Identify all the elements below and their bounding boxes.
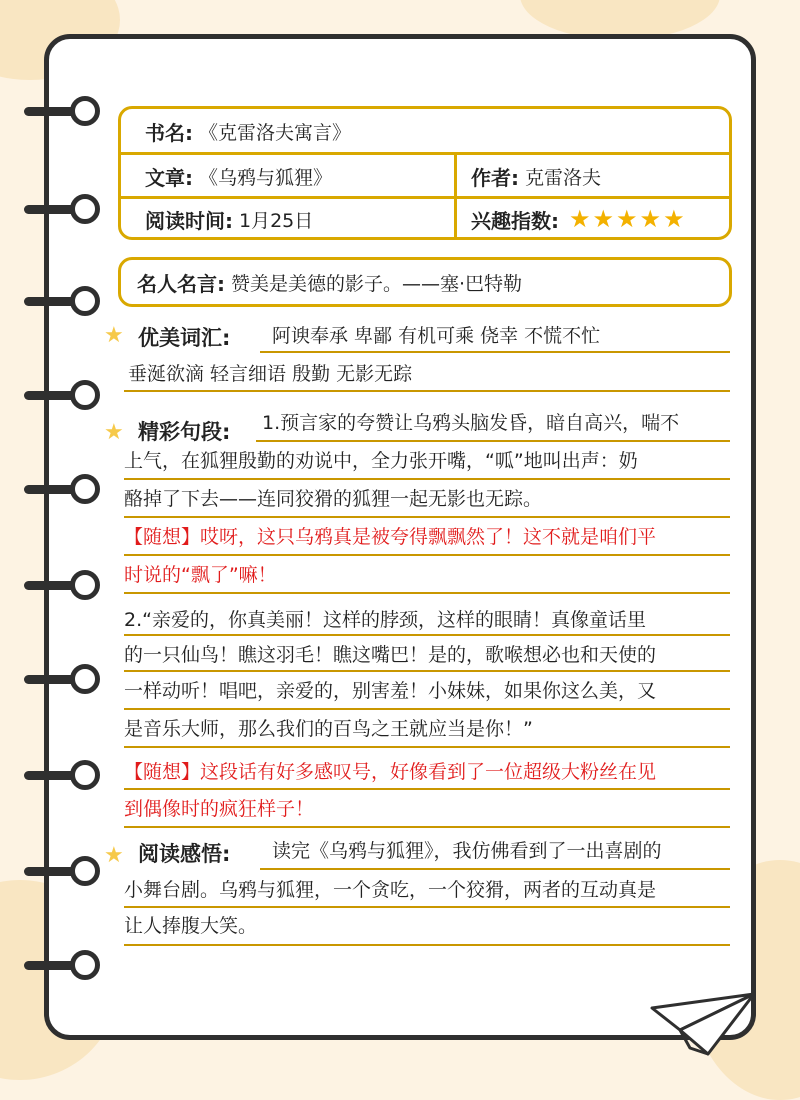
underline — [124, 826, 730, 828]
spiral-ring — [16, 566, 106, 606]
note-line: 【随想】这段话有好多感叹号，好像看到了一位超级大粉丝在见 — [124, 761, 657, 783]
paper-plane-icon — [650, 990, 760, 1060]
underline — [124, 390, 730, 392]
passage-line: 一样动听！唱吧，亲爱的，别害羞！小妹妹，如果你这么美，又 — [124, 680, 657, 702]
reflection-title: 阅读感悟: — [138, 842, 231, 866]
spiral-ring — [16, 756, 106, 796]
underline — [124, 746, 730, 748]
spiral-ring — [16, 190, 106, 230]
underline — [124, 670, 730, 672]
spiral-ring — [16, 852, 106, 892]
spiral-ring — [16, 282, 106, 322]
spiral-ring — [16, 92, 106, 132]
star-sticker-icon: ★ — [104, 323, 124, 348]
note-line: 【随想】哎呀，这只乌鸦真是被夸得飘飘然了！这不就是咱们平 — [124, 526, 657, 548]
underline — [124, 592, 730, 594]
spiral-ring — [16, 470, 106, 510]
spiral-ring — [16, 946, 106, 986]
passage-line: 1.预言家的夸赞让乌鸦头脑发昏，暗自高兴，喘不 — [262, 412, 680, 434]
reflection-line: 让人捧腹大笑。 — [124, 915, 258, 937]
underline — [260, 351, 730, 353]
underline — [124, 516, 730, 518]
interest-label: 兴趣指数: — [471, 208, 559, 233]
reflection-line: 小舞台剧。乌鸦与狐狸，一个贪吃，一个狡猾，两者的互动真是 — [124, 879, 657, 901]
note-line: 到偶像时的疯狂样子！ — [124, 798, 315, 820]
reading-time-label: 阅读时间: — [145, 208, 233, 233]
quote-text: 赞美是美德的影子。——塞·巴特勒 — [231, 272, 523, 295]
passage-line: 上气，在狐狸殷勤的劝说中，全力张开嘴，“呱”地叫出声：奶 — [124, 450, 638, 472]
underline — [124, 554, 730, 556]
underline — [124, 708, 730, 710]
reflection-line: 读完《乌鸦与狐狸》，我仿佛看到了一出喜剧的 — [272, 840, 662, 862]
book-title: 《克雷洛夫寓言》 — [199, 121, 352, 144]
spiral-ring — [16, 660, 106, 700]
underline — [124, 478, 730, 480]
star-sticker-icon: ★ — [104, 843, 124, 868]
passage-line: 2.“亲爱的，你真美丽！这样的脖颈，这样的眼睛！真像童话里 — [124, 609, 646, 631]
author-name: 克雷洛夫 — [525, 166, 602, 189]
article-title: 《乌鸦与狐狸》 — [199, 166, 333, 189]
vocab-line: 垂涎欲滴 轻言细语 殷勤 无影无踪 — [128, 363, 413, 385]
author-label: 作者: — [471, 165, 519, 190]
book-info-table — [118, 106, 732, 240]
underline — [260, 868, 730, 870]
interest-stars: ★★★★★ — [569, 205, 687, 233]
famous-quote-box — [118, 257, 732, 307]
passage-line: 是音乐大师，那么我们的百鸟之王就应当是你！” — [124, 718, 533, 740]
underline — [256, 440, 730, 442]
reading-time-value: 1月25日 — [239, 209, 314, 232]
passage-line: 酪掉了下去——连同狡猾的狐狸一起无影也无踪。 — [124, 488, 543, 510]
note-line: 时说的“飘了”嘛！ — [124, 564, 277, 586]
passage-line: 的一只仙鸟！瞧这羽毛！瞧这嘴巴！是的，歌喉想必也和天使的 — [124, 644, 657, 666]
underline — [124, 634, 730, 636]
book-label: 书名: — [145, 120, 193, 145]
underline — [124, 788, 730, 790]
star-sticker-icon: ★ — [104, 420, 124, 445]
underline — [124, 944, 730, 946]
vocab-title: 优美词汇: — [138, 326, 231, 350]
quote-label: 名人名言: — [137, 271, 225, 296]
spiral-ring — [16, 376, 106, 416]
passages-title: 精彩句段: — [138, 420, 231, 444]
vocab-line: 阿谀奉承 卑鄙 有机可乘 侥幸 不慌不忙 — [272, 325, 601, 347]
article-label: 文章: — [145, 165, 193, 190]
